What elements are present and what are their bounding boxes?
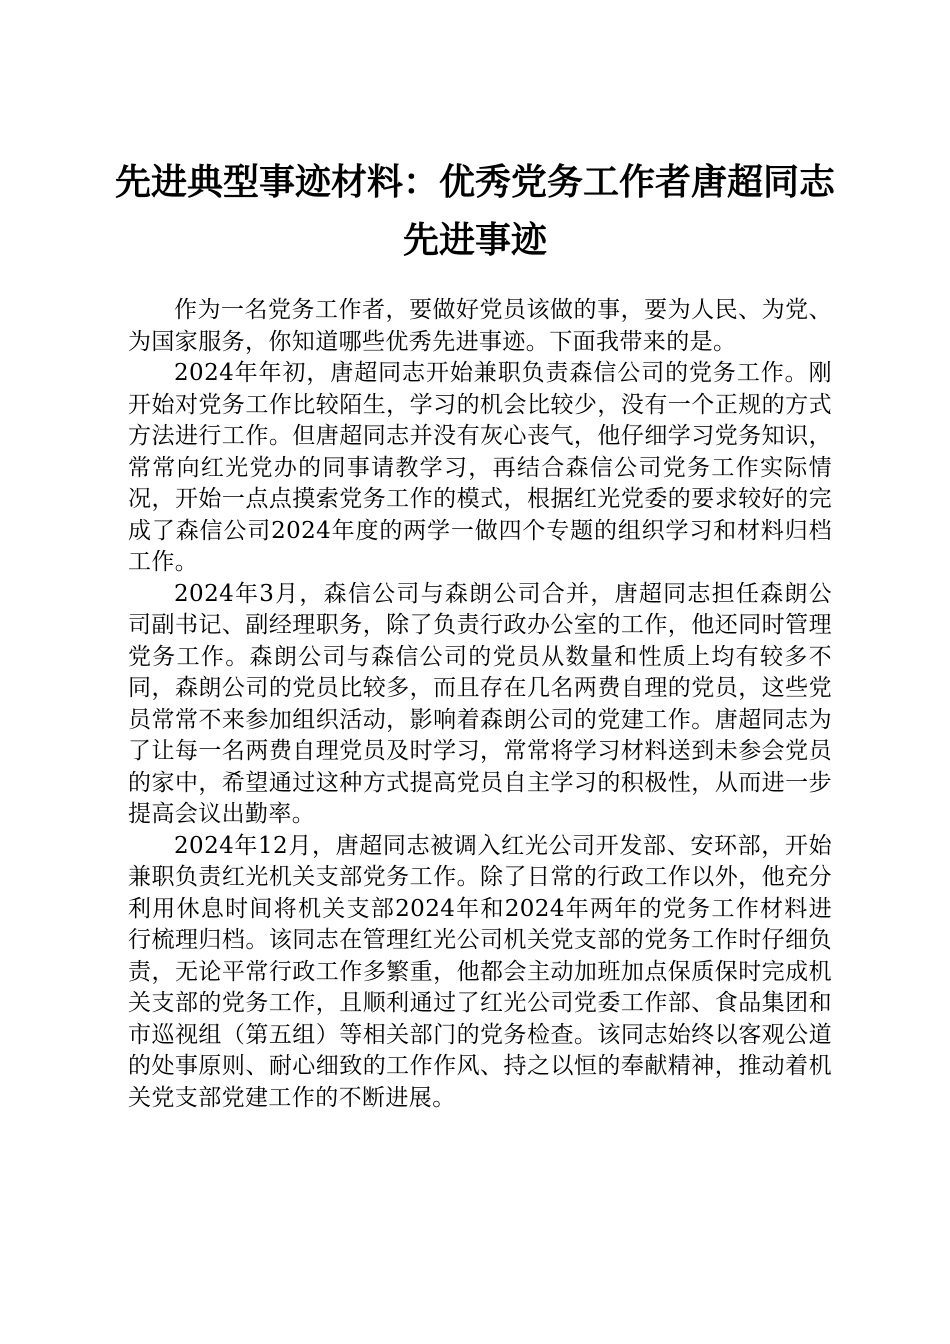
document-title-line1: 先进典型事迹材料：优秀党务工作者唐超同志 [114,162,835,203]
paragraph-intro: 作为一名党务工作者，要做好党员该做的事，要为人民、为党、为国家服务，你知道哪些优秀先进事迹。下面我带来的是。 [128,297,832,355]
document-body [128,295,832,1114]
document-title-line2: 先进事迹 [402,220,547,261]
paragraph-early-2024: 2024年年初，唐超同志开始兼职负责森信公司的党务工作。刚开始对党务工作比较陌生，学习的机会比较少，没有一个正规的方式方法进行工作。但唐超同志并没有灰心丧气，他仔细学习党务知识，常常向红光党办的同事请教学习，再结合森信公司党务工作实际情况，开始一点点摸索党务工作的模式，根据红光党委的要求较好的完成了森信公司2024年度的两学一做四个专题的组织学习和材料归档工作。 [128,360,832,575]
paragraph-december-2024: 2024年12月，唐超同志被调入红光公司开发部、安环部，开始兼职负责红光机关支部党务工作。除了日常的行政工作以外，他充分利用休息时间将机关支部2024年和2024年两年的党务工作材料进行梳理归档。该同志在管理红光公司机关党支部的党务工作时仔细负责，无论平常行政工作多繁重，他都会主动加班加点保质保时完成机关支部的党务工作，且顺利通过了红光公司党委工作部、食品集团和市巡视组（第五组）等相关部门的党务检查。该同志始终以客观公道的处事原则、耐心细致的工作作风、持之以恒的奉献精神，推动着机关党支部党建工作的不断进展。 [128,832,832,1111]
paragraph-march-2024: 2024年3月，森信公司与森朗公司合并，唐超同志担任森朗公司副书记、副经理职务，除了负责行政办公室的工作，他还同时管理党务工作。森朗公司与森信公司的党员从数量和性质上均有较多不同，森朗公司的党员比较多，而且存在几名两费自理的党员，这些党员常常不来参加组织活动，影响着森朗公司的党建工作。唐超同志为了让每一名两费自理党员及时学习，常常将学习材料送到未参会党员的家中，希望通过这种方式提高党员自主学习的积极性，从而进一步提高会议出勤率。 [128,580,832,827]
